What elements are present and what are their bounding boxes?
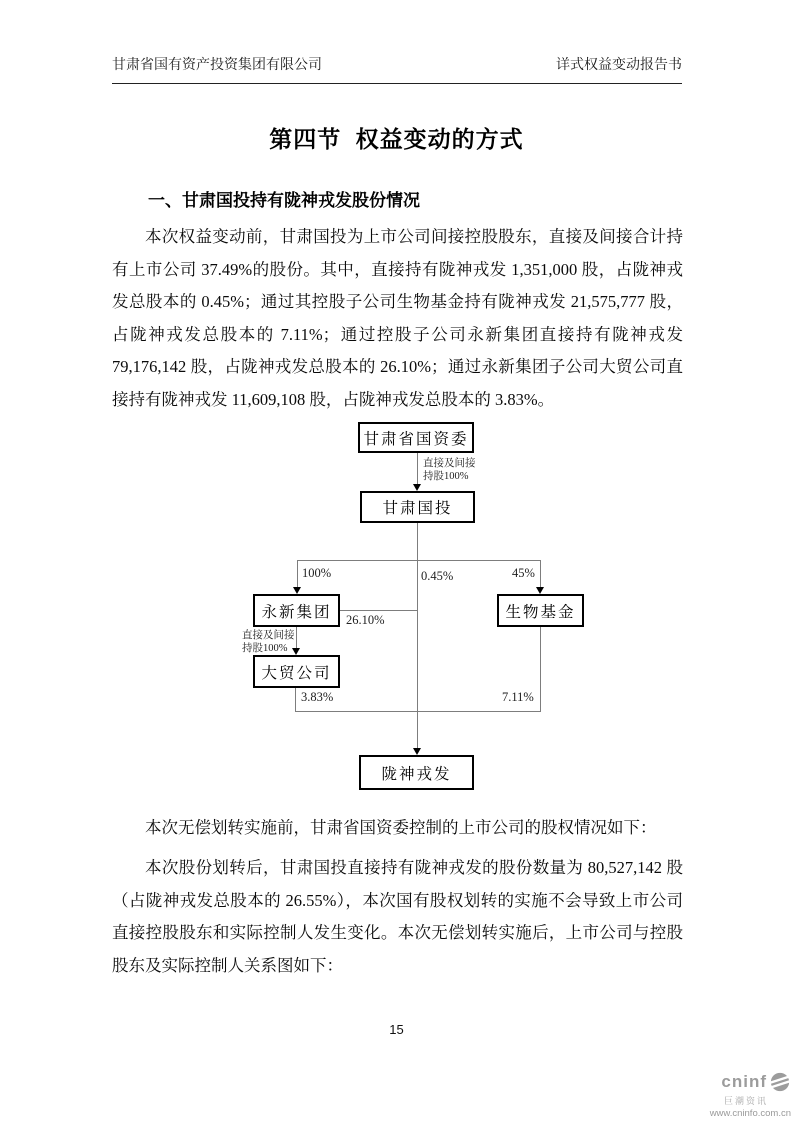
cninfo-swirl-icon <box>769 1071 791 1093</box>
arrowhead-into-swjj <box>536 587 544 594</box>
node-gansu-sasac: 甘肃省国资委 <box>358 422 474 453</box>
header-company-name: 甘肃省国有资产投资集团有限公司 <box>112 58 322 73</box>
paragraph-holdings-before: 本次权益变动前，甘肃国投为上市公司间接控股股东，直接及间接合计持有上市公司 37.49%的股份。其中，直接持有陇神戎发 1,351,000 股，占陇神戎发总股本的 0.45%；通过其控股子公司生物基金持有陇神戎发 21,575,777 股，占陇神戎发总股本的 7.11%；通过控股子公司永新集团直接持有陇神戎发 79,176,142 股，占陇神戎发总股本的 26.10%；通过永新集团子公司大贸公司直接持有陇神戎发 11,609,108 股，占陇神戎发总股本的 3.83%。 <box>112 227 683 409</box>
header-report-title: 详式权益变动报告书 <box>556 58 682 73</box>
edge-label-2610pct: 26.10% <box>346 613 385 627</box>
cninfo-url: www.cninfo.com.cn <box>709 1108 791 1119</box>
edge-label-gszw-gsgt-line2: 持股100% <box>423 471 469 482</box>
cninfo-brand-text: cninf <box>721 1072 767 1091</box>
connector-yxjt-centerline <box>340 610 417 611</box>
edge-label-yxjt-dmgs-line2: 持股100% <box>242 643 288 654</box>
connector-branch-swjj <box>540 560 541 588</box>
paragraph-after-transfer: 本次股份划转后，甘肃国投直接持有陇神戎发的股份数量为 80,527,142 股（占陇神戎发总股本的 26.55%），本次国有股权划转的实施不会导致上市公司直接控股股东和实际控制人发生变化。本次无偿划转实施后，上市公司与控股股东及实际控制人关系图如下： <box>112 858 683 975</box>
node-gansu-guotou: 甘肃国投 <box>360 491 475 523</box>
ownership-structure-diagram <box>240 420 592 798</box>
page-header <box>112 54 682 84</box>
edge-label-yxjt-dmgs-line1: 直接及间接 <box>242 630 295 641</box>
cninfo-subtitle: 巨潮资讯 <box>723 1096 768 1106</box>
edge-label-yxjt-dmgs <box>242 629 295 655</box>
page-number: 15 <box>389 1022 404 1037</box>
edge-label-gszw-gsgt-line1: 直接及间接 <box>423 458 476 469</box>
node-longshen-rongfa: 陇神戎发 <box>359 755 474 790</box>
page-title: 第四节 权益变动的方式 <box>269 126 524 152</box>
edge-label-gszw-gsgt <box>423 457 476 483</box>
node-biology-fund: 生物基金 <box>497 594 584 627</box>
arrowhead-into-lsrf <box>413 748 421 755</box>
connector-dmgs-bottom <box>295 688 296 711</box>
edge-label-45pct: 45% <box>512 566 535 580</box>
connector-swjj-bottom <box>540 627 541 711</box>
connector-branch-yxjt <box>297 560 298 588</box>
connector-gsgt-lsrf <box>417 523 418 749</box>
edge-label-045pct: 0.45% <box>421 569 454 583</box>
paragraph-before-transfer: 本次无偿划转实施前，甘肃省国资委控制的上市公司的股权情况如下： <box>145 818 657 837</box>
edge-label-100pct: 100% <box>302 566 332 580</box>
connector-branch-bottom <box>295 711 541 712</box>
cninfo-logo <box>700 1071 791 1119</box>
arrowhead-into-yxjt <box>293 587 301 594</box>
node-damao-company: 大贸公司 <box>253 655 340 688</box>
connector-yxjt-dmgs <box>296 627 297 649</box>
edge-label-383pct: 3.83% <box>301 690 334 704</box>
connector-branch-top <box>297 560 541 561</box>
cninfo-logo-row <box>700 1071 791 1093</box>
arrowhead-into-gsgt <box>413 484 421 491</box>
edge-label-711pct: 7.11% <box>502 690 534 704</box>
connector-gszw-gsgt <box>417 453 418 485</box>
section-heading: 一、甘肃国投持有陇神戎发股份情况 <box>148 191 420 210</box>
node-yongxin-group: 永新集团 <box>253 594 340 627</box>
